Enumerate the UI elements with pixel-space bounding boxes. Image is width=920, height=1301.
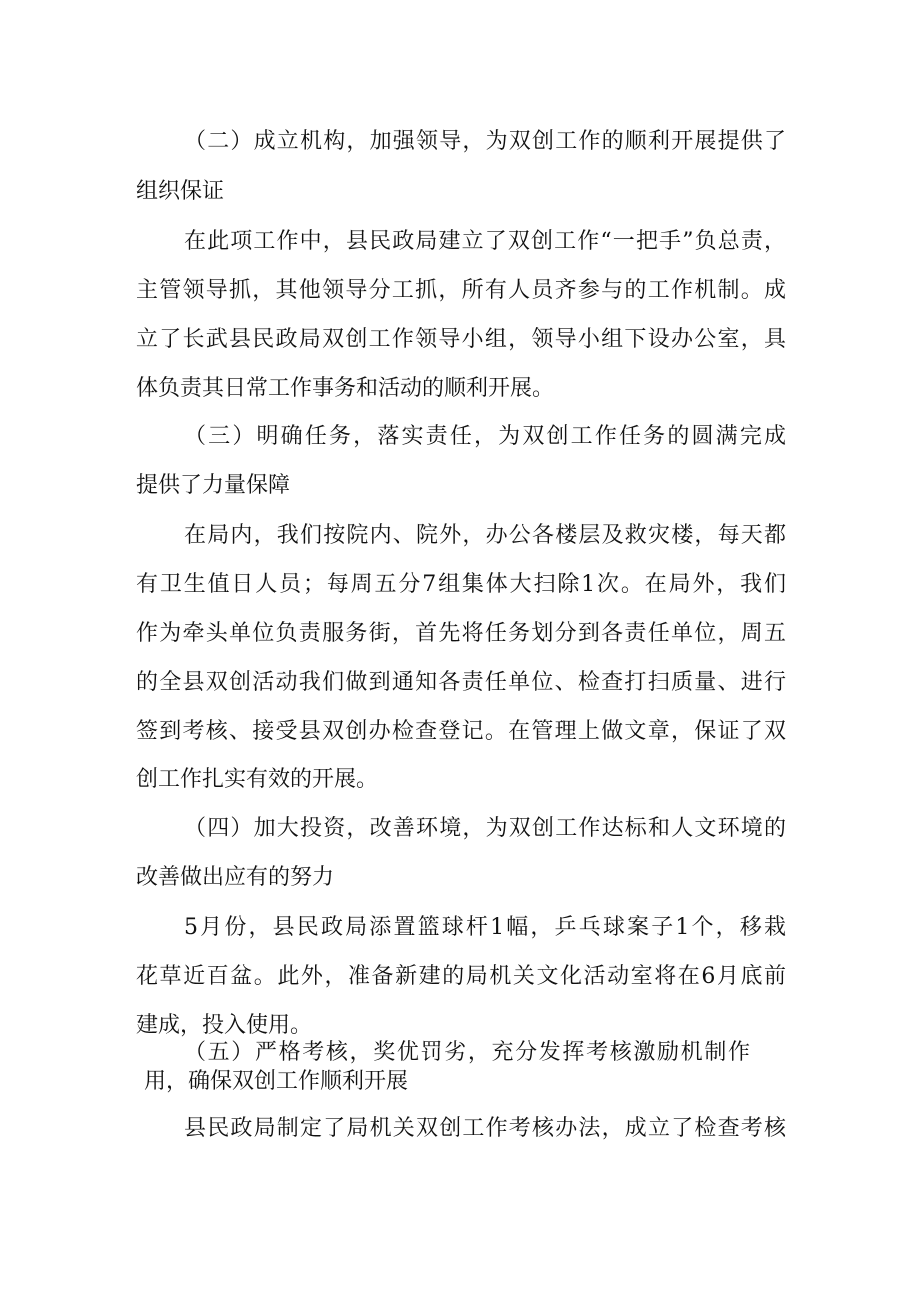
paragraph-line: 花草近百盆。此外，准备新建的局机关文化活动室将在6月底前 [136,964,786,989]
heading-section-2-line-2: 组织保证 [136,179,225,204]
paragraph-line: 5月份，县民政局添置篮球杆1幅，乒乓球案子1个，移栽 [184,915,786,940]
heading-section-3-line-2: 提供了力量保障 [136,473,291,498]
paragraph-line: 在此项工作中，县民政局建立了双创工作“一把手”负总责， [184,229,786,254]
paragraph-line: 有卫生值日人员；每周五分7组集体大扫除1次。在局外，我们 [136,572,786,597]
heading-section-5-line-2: 用，确保双创工作顺利开展 [144,1069,409,1094]
paragraph-line: 作为牵头单位负责服务街，首先将任务划分到各责任单位，周五 [136,621,786,646]
paragraph-line: 创工作扎实有效的开展。 [136,767,379,792]
heading-section-4-line-1: （四）加大投资，改善环境，为双创工作达标和人文环境的 [184,816,786,841]
heading-section-4-line-2: 改善做出应有的努力 [136,865,335,890]
paragraph-line: 主管领导抓，其他领导分工抓，所有人员齐参与的工作机制。成 [136,278,786,303]
paragraph-line: 立了长武县民政局双创工作领导小组，领导小组下设办公室，具 [136,327,786,352]
heading-section-5-line-1: （五）严格考核，奖优罚劣，充分发挥考核激励机制作 [184,1040,750,1065]
paragraph-line: 签到考核、接受县双创办检查登记。在管理上做文章，保证了双 [136,719,786,744]
heading-section-3-line-1: （三）明确任务，落实责任，为双创工作任务的圆满完成 [184,424,786,449]
paragraph-line: 的全县双创活动我们做到通知各责任单位、检查打扫质量、进行 [136,670,786,695]
paragraph-line: 建成，投入使用。 [136,1013,313,1038]
paragraph-line: 体负责其日常工作事务和活动的顺利开展。 [136,376,555,401]
heading-section-2-line-1: （二）成立机构，加强领导，为双创工作的顺利开展提供了 [184,129,786,154]
paragraph-line: 在局内，我们按院内、院外，办公各楼层及救灾楼，每天都 [184,523,786,548]
paragraph-line: 县民政局制定了局机关双创工作考核办法，成立了检查考核 [184,1116,786,1141]
